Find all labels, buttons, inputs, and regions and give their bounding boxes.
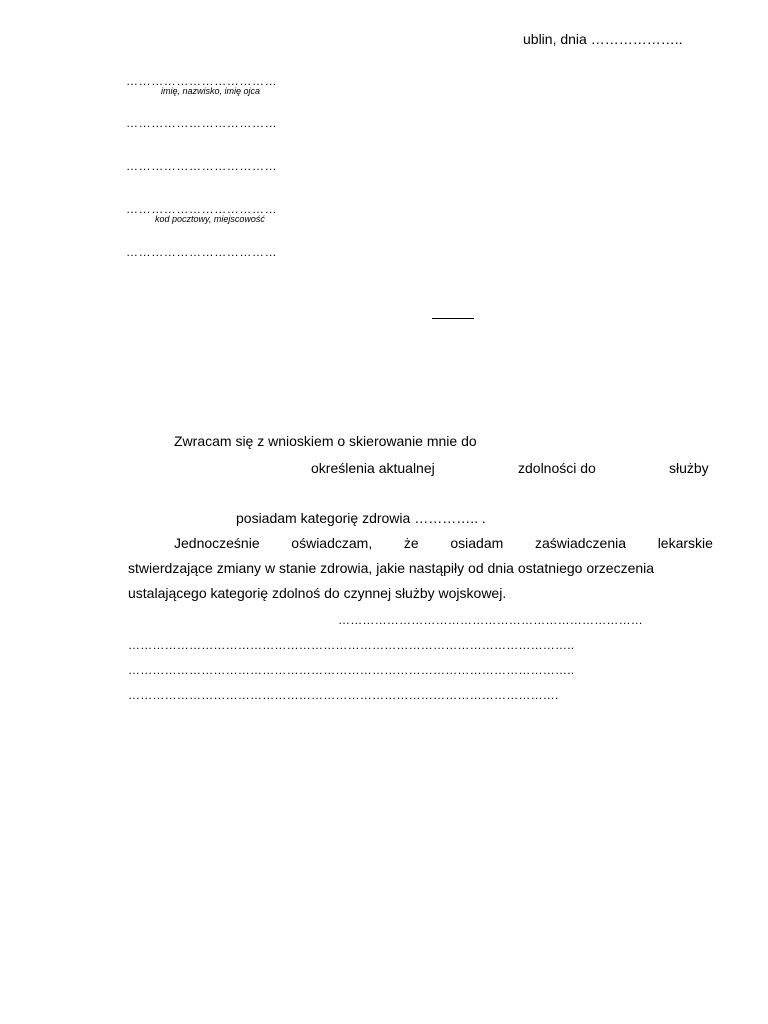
fill-line-1: ………………………………………………………………… xyxy=(338,613,643,627)
body-line-3: posiadam kategorię zdrowia ………….. . xyxy=(236,510,486,526)
heading-underline xyxy=(432,318,474,319)
body-line-2-part-c: służby xyxy=(669,460,709,476)
postal-field-line: ……………………………… xyxy=(126,202,278,216)
body-line-4 xyxy=(174,535,713,551)
address-field-line-1: ……………………………… xyxy=(126,116,278,130)
body-line-2-part-b: zdolności do xyxy=(518,460,596,476)
fill-line-4: ……………………………………………………………………………………………. xyxy=(128,688,559,702)
body-line-2-part-a: określenia aktualnej xyxy=(311,460,435,476)
body-line-1: Zwracam się z wnioskiem o skierowanie mnie do xyxy=(174,433,477,449)
body-line-4-word: lekarskie xyxy=(657,535,713,551)
extra-field-line: ……………………………… xyxy=(126,245,278,259)
body-line-5: stwierdzające zmiany w stanie zdrowia, jakie nastąpiły od dnia ostatniego orzeczenia xyxy=(128,560,655,576)
place-date-line: ublin, dnia ……………….. xyxy=(523,31,683,47)
name-field-caption: imię, nazwisko, imię ojca xyxy=(161,86,261,96)
body-line-4-word: oświadczam, xyxy=(291,535,373,551)
body-line-4-word: osiadam xyxy=(450,535,504,551)
body-line-4-word: zaświadczenia xyxy=(534,535,627,551)
fill-line-3: ……………………………………………………………………………………………….. xyxy=(128,663,575,677)
postal-field-caption: kod pocztowy, miejscowość xyxy=(155,214,265,224)
fill-line-2: ……………………………………………………………………………………………….. xyxy=(128,638,575,652)
body-line-4-word: że xyxy=(403,535,419,551)
body-line-6: ustalającego kategorię zdolnoś do czynnej służby wojskowej. xyxy=(128,585,507,601)
name-field-line: ……………………………… xyxy=(126,74,278,88)
address-field-line-2: ……………………………… xyxy=(126,159,278,173)
body-line-4-word: Jednocześnie xyxy=(174,535,260,551)
